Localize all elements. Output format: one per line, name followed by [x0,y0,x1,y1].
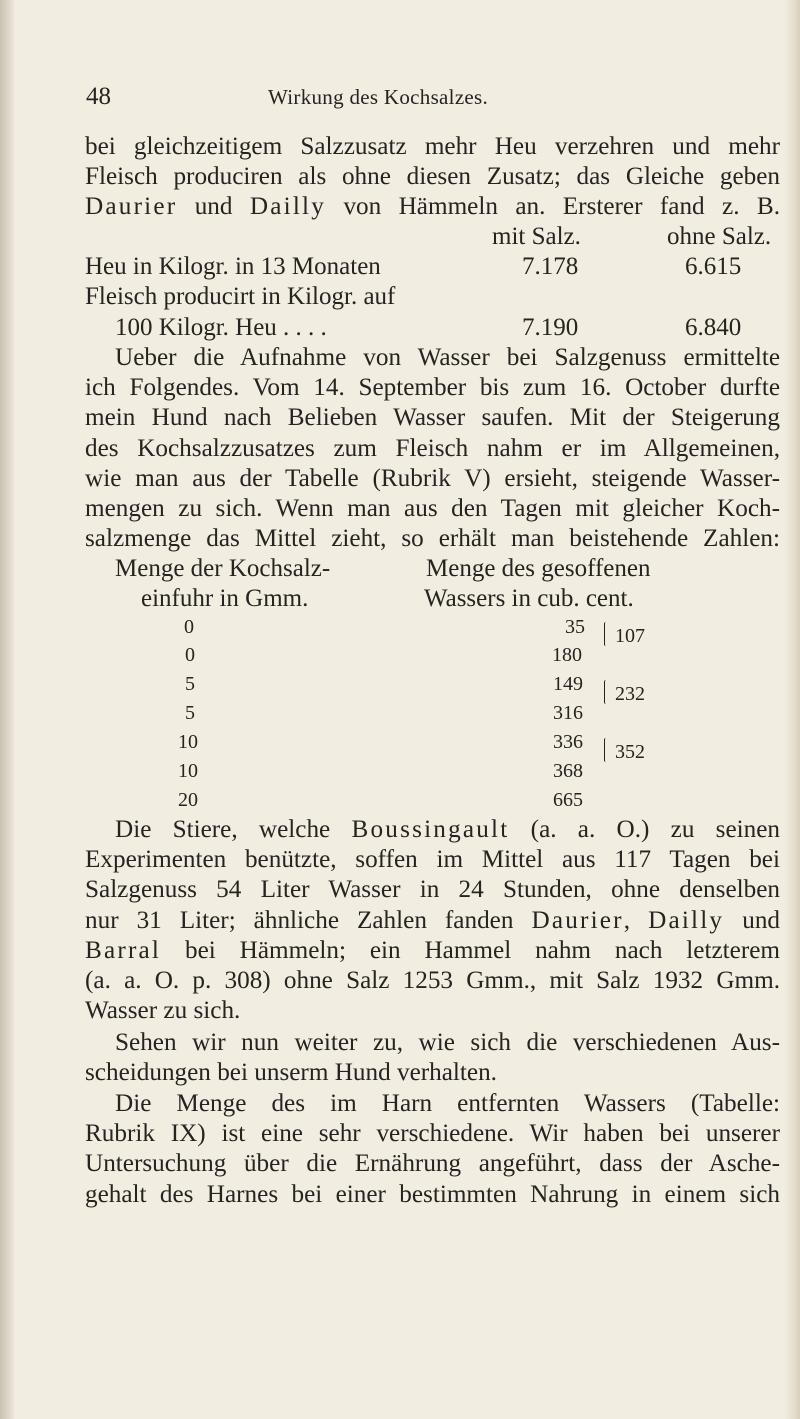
text-line: mein Hund nach Belieben Wasser saufen. Mit der Steigerung [85,404,780,432]
row-label: Heu in Kilogr. in 13 Monaten [85,253,381,280]
text-fragment: nur 31 Liter; ähnliche Zahlen fanden [85,906,532,934]
text-line: Salzgenuss 54 Liter Wasser in 24 Stunden, ohne denselben [85,876,780,904]
mean-value: 107 [615,625,645,647]
text-line [85,936,780,966]
text-fragment: (a. a. O.) zu seinen [509,816,781,843]
text-line: salzmenge das Mittel zieht, so erhält man beistehende Zahlen: [85,525,780,553]
water-cell: 665 [553,789,583,811]
text-line: Fleisch produciren als ohne diesen Zusatz; das Gleiche geben [85,163,780,191]
running-title: Wirkung des Kochsalzes. [268,85,489,109]
author-name: Daurier [85,193,178,221]
text-line: bei gleichzeitigem Salzzusatz mehr Heu verzehren und mehr [85,133,780,160]
page-number: 48 [86,83,111,110]
salt-cell: 0 [184,616,194,638]
text-line: Sehen wir nun weiter zu, wie sich die verschiedenen Aus- [115,1029,780,1056]
text-fragment: Die Stiere, welche [115,816,352,843]
table-cell: 7.190 [522,314,579,341]
salt-cell: 5 [185,702,195,724]
text-fragment: und [177,193,250,221]
text-line: Untersuchung über die Ernährung angeführt, dass der Asche- [85,1150,780,1178]
salt-cell: 0 [185,644,195,666]
text-line: Die Menge des im Harn entfernten Wassers (Tabelle: [115,1090,780,1117]
text-line [85,192,780,222]
text-fragment: von Hämmeln an. Ersterer fand z. B. [326,193,780,221]
text-line: des Kochsalzzusatzes zum Fleisch nahm er im Allgemeinen, [85,434,780,462]
paragraph-boussingault [85,815,780,1026]
water-cell: 149 [553,673,583,695]
text-fragment: , [623,906,649,934]
text-line: Experimenten benützte, soffen im Mittel aus 117 Tagen bei [85,846,780,874]
text-line: Ueber die Aufnahme von Wasser bei Salzgenuss ermittelte [115,344,780,371]
column-header: Wassers in cub. cent. [424,585,634,612]
text-line: mengen zu sich. Wenn man aus den Tagen mit gleicher Koch- [85,494,780,522]
author-name: Barral [85,936,162,964]
author-name: Dailly [648,906,725,934]
text-line: Rubrik IX) ist eine sehr verschiedene. Wir haben bei unserer [85,1120,780,1148]
water-cell: 35 [565,616,585,638]
salt-cell: 10 [178,731,198,753]
salt-cell: 20 [178,789,198,811]
water-cell: 368 [553,760,583,782]
column-header: Menge der Kochsalz- [115,555,331,582]
text-line: Wasser zu sich. [85,997,241,1025]
paragraph-excretions [85,1028,780,1088]
brace [604,738,608,762]
text-line [85,906,780,936]
mean-value: 352 [615,741,645,763]
text-line [85,815,780,845]
column-header: ohne Salz. [667,223,772,250]
table-cell: 7.178 [522,253,579,280]
water-cell: 336 [553,731,583,753]
salt-cell: 10 [178,760,198,782]
text-line: gehalt des Harnes bei einer bestimmten Nahrung in einem sich [85,1180,780,1208]
intro-paragraph [85,132,780,223]
table-cell: 6.840 [685,314,742,341]
water-cell: 180 [552,644,582,666]
text-line: ich Folgendes. Vom 14. September bis zum 16. October durfte [85,374,780,402]
text-line: scheidungen bei unserm Hund verhalten. [85,1059,497,1087]
water-cell: 316 [553,702,583,724]
mean-value: 232 [615,683,645,705]
brace [604,680,608,704]
brace [604,622,608,646]
text-fragment: bei Hämmeln; ein Hammel nahm nach letzterem [161,936,780,964]
row-label: Fleisch producirt in Kilogr. auf [85,283,396,310]
salt-cell: 5 [185,673,195,695]
paragraph-urine-water [85,1089,780,1210]
text-line: (a. a. O. p. 308) ohne Salz 1253 Gmm., mit Salz 1932 Gmm. [85,966,780,994]
page-edge-left [0,0,14,1419]
author-name: Daurier [531,906,624,934]
author-name: Dailly [249,193,327,221]
text-line: wie man aus der Tabelle (Rubrik V) ersieht, steigende Wasser- [85,464,780,492]
author-name: Boussingault [351,816,510,843]
row-label: 100 Kilogr. Heu . . . . [115,314,327,341]
column-header: mit Salz. [492,223,581,250]
column-header: einfuhr in Gmm. [141,585,309,612]
table-cell: 6.615 [685,253,742,280]
paragraph-water-intake [85,343,780,554]
text-fragment: und [724,906,781,934]
column-header: Menge des gesoffenen [426,555,651,582]
page-edge-right [786,0,800,1419]
